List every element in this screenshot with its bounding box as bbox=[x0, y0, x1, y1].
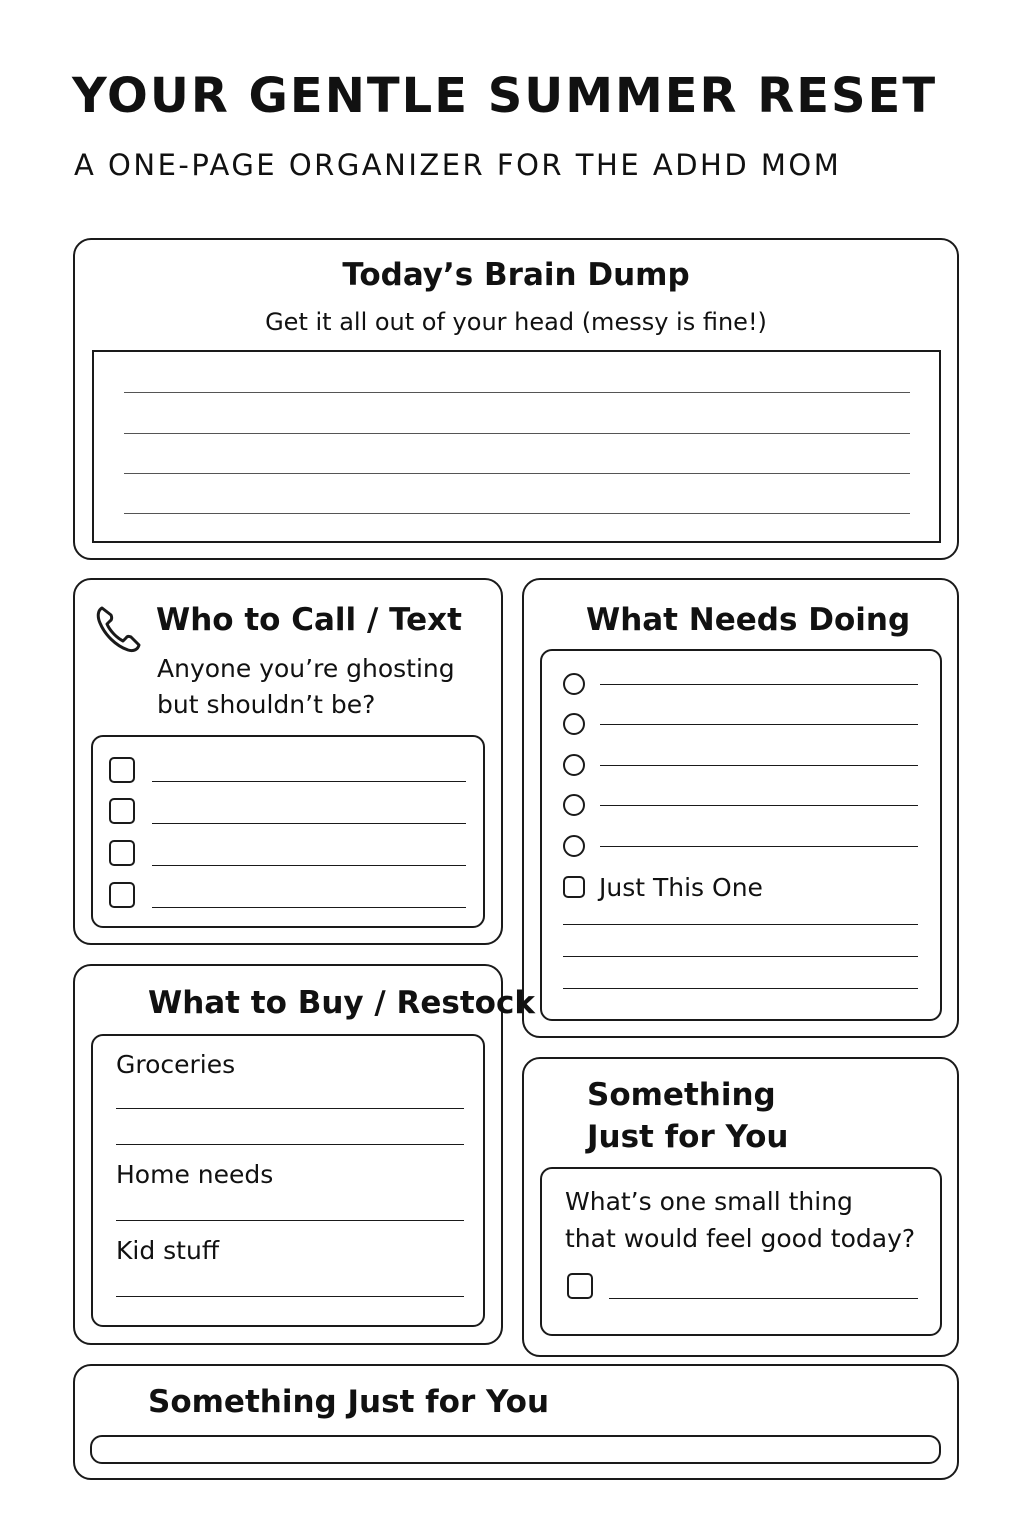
task-line[interactable] bbox=[600, 805, 918, 806]
task-radio[interactable] bbox=[563, 794, 585, 816]
call-prompt-line1: Anyone you’re ghosting bbox=[157, 654, 455, 683]
call-checkbox[interactable] bbox=[109, 882, 135, 908]
self-prompt-line1: What’s one small thing bbox=[565, 1187, 853, 1216]
groceries-label: Groceries bbox=[116, 1050, 236, 1079]
groceries-line[interactable] bbox=[116, 1108, 464, 1109]
call-entry-line[interactable] bbox=[152, 823, 466, 824]
buy-list bbox=[91, 1034, 485, 1327]
task-radio[interactable] bbox=[563, 835, 585, 857]
note-line[interactable] bbox=[563, 988, 918, 989]
brain-dump-subtitle: Get it all out of your head (messy is fine!) bbox=[265, 308, 767, 336]
call-checkbox[interactable] bbox=[109, 757, 135, 783]
call-checklist bbox=[91, 735, 485, 928]
self-entry-line[interactable] bbox=[609, 1298, 918, 1299]
task-line[interactable] bbox=[600, 684, 918, 685]
call-entry-line[interactable] bbox=[152, 781, 466, 782]
note-line[interactable] bbox=[563, 924, 918, 925]
call-prompt-line2: but shouldn’t be? bbox=[157, 690, 376, 719]
footer-title: Something Just for You bbox=[148, 1384, 550, 1420]
call-title: Who to Call / Text bbox=[156, 602, 462, 638]
home-needs-label: Home needs bbox=[116, 1160, 274, 1189]
note-line[interactable] bbox=[563, 956, 918, 957]
footer-input-bar[interactable] bbox=[90, 1435, 941, 1464]
call-entry-line[interactable] bbox=[152, 907, 466, 908]
kid-stuff-line[interactable] bbox=[116, 1296, 464, 1297]
groceries-line[interactable] bbox=[116, 1144, 464, 1145]
self-title-line2: Just for You bbox=[587, 1119, 789, 1155]
self-checkbox[interactable] bbox=[567, 1273, 593, 1299]
page-title: YOUR GENTLE SUMMER RESET bbox=[72, 68, 938, 124]
writing-line bbox=[124, 473, 910, 474]
page-subtitle: A ONE-PAGE ORGANIZER FOR THE ADHD MOM bbox=[74, 148, 842, 182]
task-line[interactable] bbox=[600, 846, 918, 847]
task-radio[interactable] bbox=[563, 673, 585, 695]
task-line[interactable] bbox=[600, 765, 918, 766]
just-this-one-checkbox[interactable] bbox=[563, 876, 585, 898]
buy-title: What to Buy / Restock bbox=[148, 985, 535, 1021]
call-entry-line[interactable] bbox=[152, 865, 466, 866]
doing-title: What Needs Doing bbox=[586, 602, 911, 638]
self-title-line1: Something bbox=[587, 1077, 776, 1113]
writing-line bbox=[124, 392, 910, 393]
writing-line bbox=[124, 433, 910, 434]
brain-dump-title: Today’s Brain Dump bbox=[342, 257, 690, 293]
task-line[interactable] bbox=[600, 724, 918, 725]
brain-dump-writing-area[interactable] bbox=[92, 350, 941, 543]
home-needs-line[interactable] bbox=[116, 1220, 464, 1221]
task-radio[interactable] bbox=[563, 713, 585, 735]
writing-line bbox=[124, 513, 910, 514]
self-prompt-line2: that would feel good today? bbox=[565, 1224, 916, 1253]
task-radio[interactable] bbox=[563, 754, 585, 776]
call-checkbox[interactable] bbox=[109, 798, 135, 824]
phone-icon bbox=[94, 603, 142, 653]
self-prompt-box bbox=[540, 1167, 942, 1336]
call-checkbox[interactable] bbox=[109, 840, 135, 866]
kid-stuff-label: Kid stuff bbox=[116, 1236, 220, 1265]
just-this-one-label: Just This One bbox=[599, 873, 763, 902]
doing-list bbox=[540, 649, 942, 1021]
